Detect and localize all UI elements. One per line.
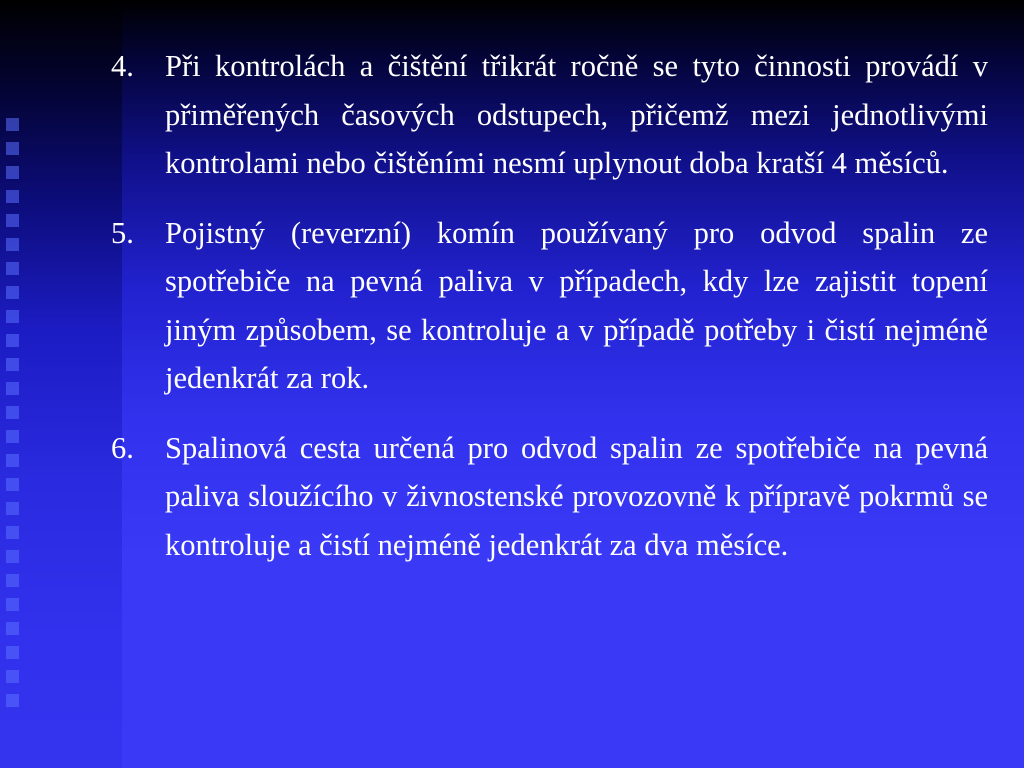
decorative-square [6,334,19,347]
decorative-square [6,238,19,251]
decorative-square [6,526,19,539]
decorative-square [6,310,19,323]
decorative-square [6,382,19,395]
decorative-square [6,190,19,203]
decorative-square [6,646,19,659]
list-item-number: 5. [111,215,134,250]
decorative-square [6,574,19,587]
list-item [104,424,988,570]
decorative-square [6,598,19,611]
list-item [104,209,988,403]
list-item-number: 4. [111,49,134,83]
list-item-text: Spalinová cesta určená pro odvod spalin ze spotřebiče na pevná paliva sloužícího v živnostenské provozovně k přípravě pokrmů se kontroluje a čistí nejméně jedenkrát za dva měsíce. [165,430,988,562]
decorative-squares-column [6,118,30,718]
decorative-square [6,550,19,563]
list-item-number: 6. [111,430,134,465]
list-item-text: Při kontrolách a čištění třikrát ročně se tyto činnosti provádí v přiměřených časových odstupech, přičemž mezi jednotlivými kontrolami nebo čištěními nesmí uplynout doba kratší 4 měsíců. [165,49,988,180]
list-item [104,42,988,188]
slide-content [104,42,988,590]
decorative-square [6,430,19,443]
decorative-square [6,214,19,227]
decorative-square [6,358,19,371]
decorative-square [6,454,19,467]
decorative-square [6,622,19,635]
decorative-square [6,142,19,155]
decorative-square [6,286,19,299]
decorative-square [6,166,19,179]
decorative-square [6,478,19,491]
decorative-square [6,118,19,131]
decorative-square [6,694,19,707]
decorative-square [6,262,19,275]
decorative-square [6,406,19,419]
decorative-square [6,670,19,683]
decorative-square [6,502,19,515]
list-item-text: Pojistný (reverzní) komín používaný pro odvod spalin ze spotřebiče na pevná paliva v případech, kdy lze zajistit topení jiným způsobem, se kontroluje a v případě potřeby i čistí nejméně jedenkrát za rok. [165,215,988,395]
